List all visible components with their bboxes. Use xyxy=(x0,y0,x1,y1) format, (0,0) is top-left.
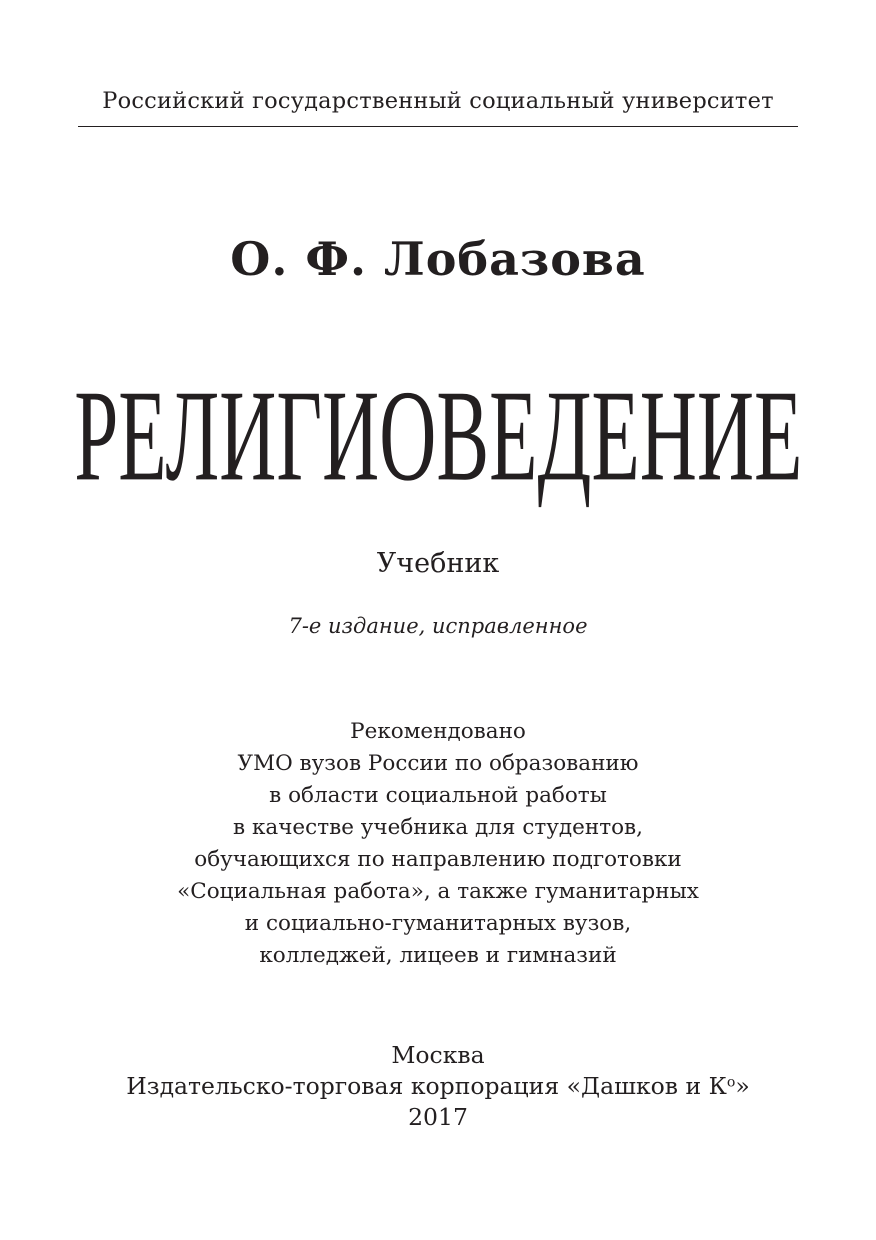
recommendation-line: колледжей, лицеев и гимназий xyxy=(259,943,617,968)
publisher-name: Издательско-торговая корпорация «Дашков и К xyxy=(126,1072,727,1100)
author-name: О. Ф. Лобазова xyxy=(230,232,646,286)
book-title-block xyxy=(0,362,876,510)
recommendation-line: в качестве учебника для студентов, xyxy=(233,815,643,840)
edition-note: 7-е издание, исправленное xyxy=(288,614,588,638)
imprint-block xyxy=(0,1040,876,1133)
recommendation-line: в области социальной работы xyxy=(269,783,607,808)
book-title: РЕЛИГИОВЕДЕНИЕ xyxy=(73,362,803,508)
imprint-publisher xyxy=(0,1071,876,1102)
imprint-year: 2017 xyxy=(408,1103,468,1131)
publisher-closing-quote: » xyxy=(735,1072,750,1100)
recommendation-line: и социально-гуманитарных вузов, xyxy=(244,911,632,936)
header-rule xyxy=(78,126,798,127)
recommendation-line: обучающихся по направлению подготовки xyxy=(194,847,682,872)
recommendation-line: Рекомендовано xyxy=(350,719,526,744)
institution-name: Российский государственный социальный университет xyxy=(102,88,774,114)
recommendation-line: «Социальная работа», а также гуманитарных xyxy=(177,879,699,904)
publisher-superscript: о xyxy=(726,1074,736,1091)
recommendation-line: УМО вузов России по образованию xyxy=(237,751,639,776)
document-type: Учебник xyxy=(376,548,500,579)
imprint-city: Москва xyxy=(391,1041,485,1069)
recommendation-block xyxy=(0,716,876,972)
